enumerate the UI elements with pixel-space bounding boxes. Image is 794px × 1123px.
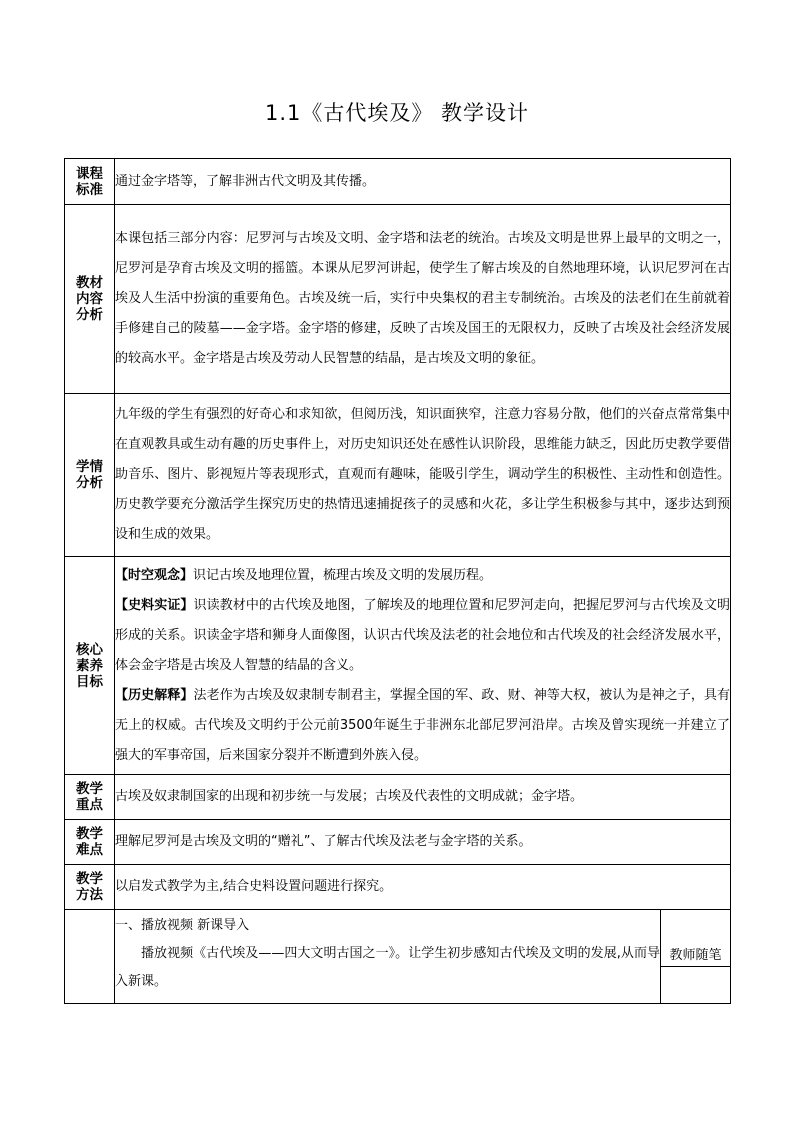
goal-spacetime: 【时空观念】识记古埃及地理位置，梳理古埃及文明的发展历程。 xyxy=(115,567,493,583)
row-label-difficulties: 教学难点 xyxy=(65,820,115,865)
process-heading: 一、播放视频 新课导入 xyxy=(115,918,250,933)
literacy-goals xyxy=(115,557,731,775)
row-label-curriculum: 课程标准 xyxy=(65,159,115,205)
page-title: 1.1《古代埃及》 教学设计 xyxy=(264,101,530,125)
teacher-notes-cell xyxy=(661,910,731,1004)
row-literacy xyxy=(65,557,731,775)
keypoints-text: 古埃及奴隶制国家的出现和初步统一与发展；古埃及代表性的文明成就；金字塔。 xyxy=(115,775,731,820)
goal-interpretation: 【历史解释】法老作为古埃及奴隶制专制君主，掌握全国的军、政、财、神等大权，被认为是神之子，具有无上的权威。古代埃及文明约于公元前3500年诞生于非洲东北部尼罗河沿岸。古埃及曾实现统一并建立了强大的军事帝国，后来国家分裂并不断遭到外族入侵。 xyxy=(115,687,731,763)
row-label-students: 学情分析 xyxy=(65,394,115,557)
difficulties-text: 理解尼罗河是古埃及文明的“赠礼”、了解古代埃及法老与金字塔的关系。 xyxy=(115,820,731,865)
row-label-literacy: 核心素养目标 xyxy=(65,557,115,775)
process-text: 播放视频《古代埃及——四大文明古国之一》。让学生初步感知古代埃及文明的发展,从而导入新课。 xyxy=(115,946,660,989)
teacher-notes-label: 教师随笔 xyxy=(661,946,730,967)
row-textbook xyxy=(65,205,731,394)
curriculum-text: 通过金字塔等，了解非洲古代文明及其传播。 xyxy=(115,159,731,205)
row-label-textbook: 教材内容分析 xyxy=(65,205,115,394)
row-method xyxy=(65,865,731,910)
student-analysis-text: 九年级的学生有强烈的好奇心和求知欲，但阅历浅，知识面狭窄，注意力容易分散，他们的兴奋点常常集中在直观教具或生动有趣的历史事件上，对历史知识还处在感性认识阶段，思维能力缺乏，因此历史教学要借助音乐、图片、影视短片等表现形式，直观而有趣味，能吸引学生，调动学生的积极性、主动性和创造性。历史教学要充分激活学生探究历史的热情迅速捕捉孩子的灵感和火花，多让学生积极参与其中，逐步达到预设和生成的效果。 xyxy=(115,394,731,557)
row-keypoints xyxy=(65,775,731,820)
row-difficulties xyxy=(65,820,731,865)
process-content xyxy=(115,910,661,1004)
row-curriculum xyxy=(65,159,731,205)
goal-evidence: 【史料实证】识读教材中的古代埃及地图，了解埃及的地理位置和尼罗河走向，把握尼罗河与古代埃及文明形成的关系。识读金字塔和狮身人面像图，认识古代埃及法老的社会地位和古代埃及的社会经济发展水平，体会金字塔是古埃及人智慧的结晶的含义。 xyxy=(115,597,731,673)
lesson-plan-table xyxy=(64,158,731,1004)
textbook-analysis-text: 本课包括三部分内容：尼罗河与古埃及文明、金字塔和法老的统治。古埃及文明是世界上最早的文明之一，尼罗河是孕育古埃及文明的摇篮。本课从尼罗河讲起，使学生了解古埃及的自然地理环境，认识尼罗河在古埃及人生活中扮演的重要角色。古埃及统一后，实行中央集权的君主专制统治。古埃及的法老们在生前就着手修建自己的陵墓——金字塔。金字塔的修建，反映了古埃及国王的无限权力，反映了古埃及社会经济发展的较高水平。金字塔是古埃及劳动人民智慧的结晶，是古埃及文明的象征。 xyxy=(115,205,731,394)
method-text: 以启发式教学为主,结合史料设置问题进行探究。 xyxy=(115,865,731,910)
row-students xyxy=(65,394,731,557)
process-label-cell xyxy=(65,910,115,1004)
row-label-keypoints: 教学重点 xyxy=(65,775,115,820)
row-process xyxy=(65,910,731,1004)
row-label-method: 教学方法 xyxy=(65,865,115,910)
